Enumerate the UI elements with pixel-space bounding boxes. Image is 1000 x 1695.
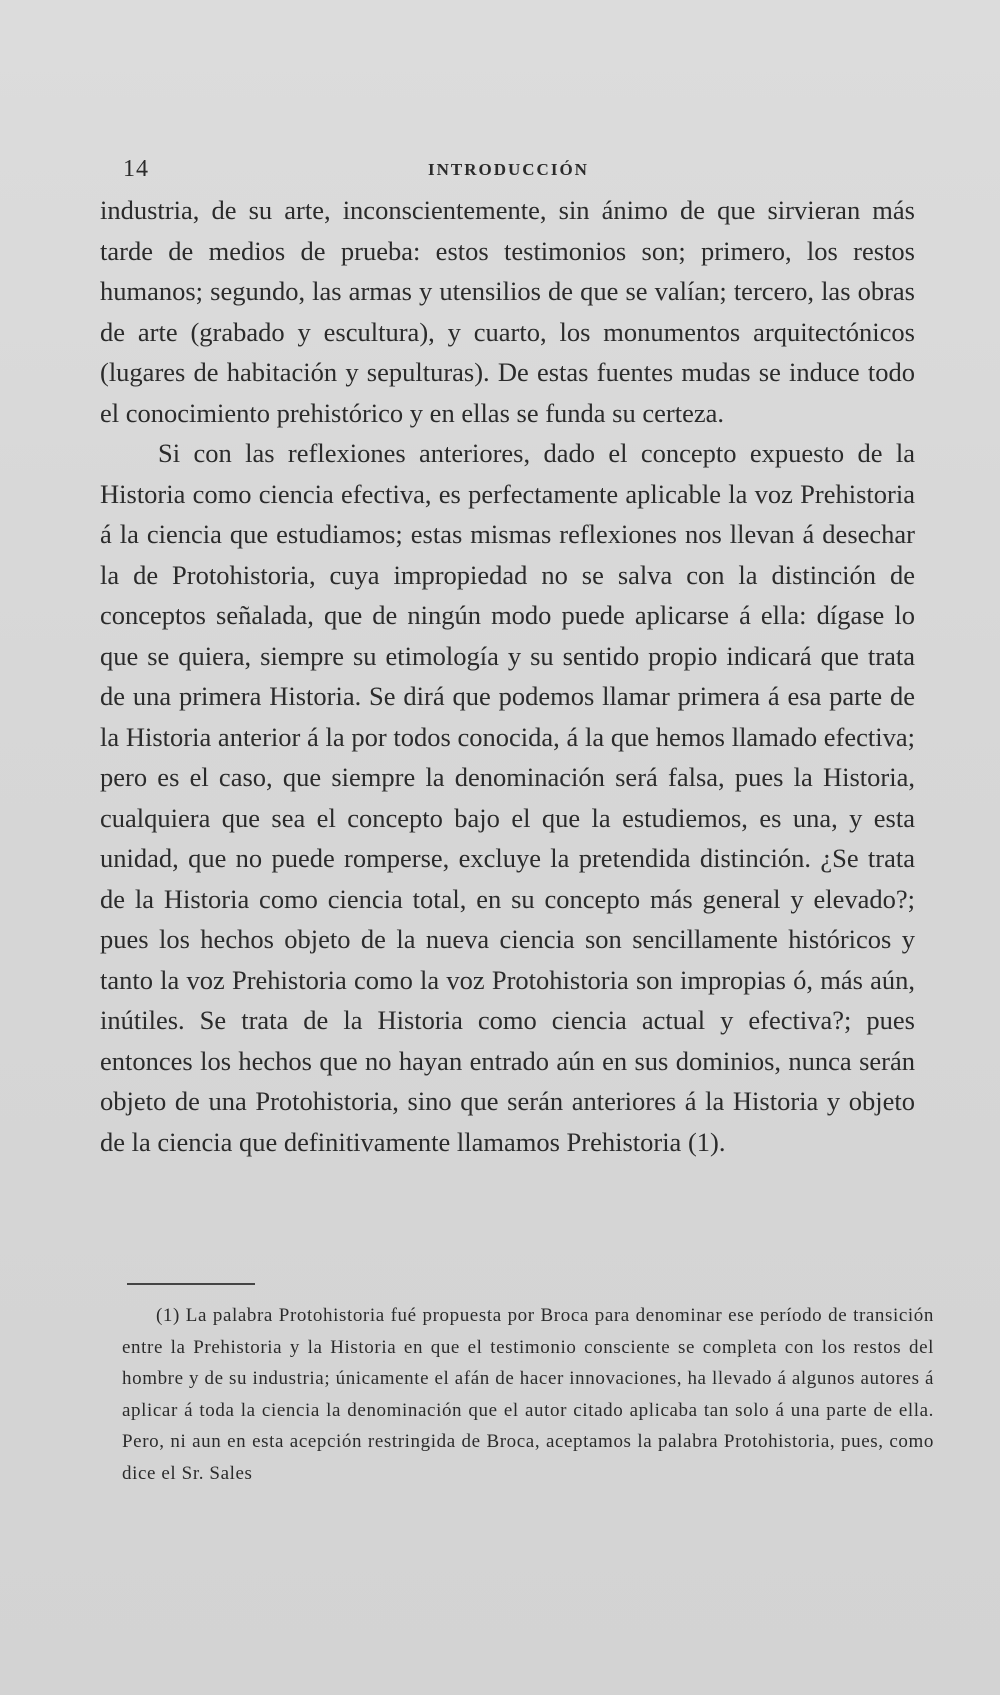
main-text [100, 190, 915, 1162]
page-number: 14 [123, 156, 149, 182]
footnote [122, 1300, 934, 1489]
paragraph: Si con las reflexiones anteriores, dado el concepto expuesto de la Historia como ciencia efectiva, es perfectamente aplicable la voz Prehistoria á la ciencia que estudiamos; estas mismas reflexiones nos llevan á desechar la de Protohistoria, cuya impropiedad no se salva con la distinción de conceptos señalada, que de ningún modo puede aplicarse á ella: dígase lo que se quiera, siempre su etimología y su sentido propio indicará que trata de una primera Historia. Se dirá que podemos llamar primera á esa parte de la Historia anterior á la por todos conocida, á la que hemos llamado efectiva; pero es el caso, que siempre la denominación será falsa, pues la Historia, cualquiera que sea el concepto bajo el que la estudiemos, es una, y esta unidad, que no puede romperse, excluye la pretendida distinción. ¿Se trata de la Historia como ciencia total, en su concepto más general y elevado?; pues los hechos objeto de la nueva ciencia son sencillamente históricos y tanto la voz Prehistoria como la voz Protohistoria son impropias ó, más aún, inútiles. Se trata de la Historia como ciencia actual y efectiva?; pues entonces los hechos que no hayan entrado aún en sus dominios, nunca serán objeto de una Protohistoria, sino que serán anteriores á la Historia y objeto de la ciencia que definitivamente llamamos Prehistoria (1). [100, 438, 915, 1157]
running-head: INTRODUCCIÓN [428, 160, 589, 179]
paragraph: industria, de su arte, inconscientemente, sin ánimo de que sirvieran más tarde de medios de prueba: estos testimonios son; primero, los restos humanos; segundo, las armas y utensilios de que se valían; tercero, las obras de arte (grabado y escultura), y cuarto, los monumentos arquitectónicos (lugares de habitación y sepulturas). De estas fuentes mudas se induce todo el conocimiento prehistórico y en ellas se funda su certeza. [100, 195, 915, 428]
footnote-text: (1) La palabra Protohistoria fué propuesta por Broca para denominar ese período de transición entre la Prehistoria y la Historia en que el testimonio consciente se completa con los restos del hombre y de su industria; únicamente el afán de hacer innovaciones, ha llevado á algunos autores á aplicar á toda la ciencia la denominación que el autor citado aplicaba tan solo á una parte de ella. Pero, ni aun en esta acepción restringida de Broca, aceptamos la palabra Protohistoria, pues, como dice el Sr. Sales [122, 1305, 934, 1484]
footnote-divider [127, 1283, 255, 1285]
page-header [123, 152, 913, 192]
